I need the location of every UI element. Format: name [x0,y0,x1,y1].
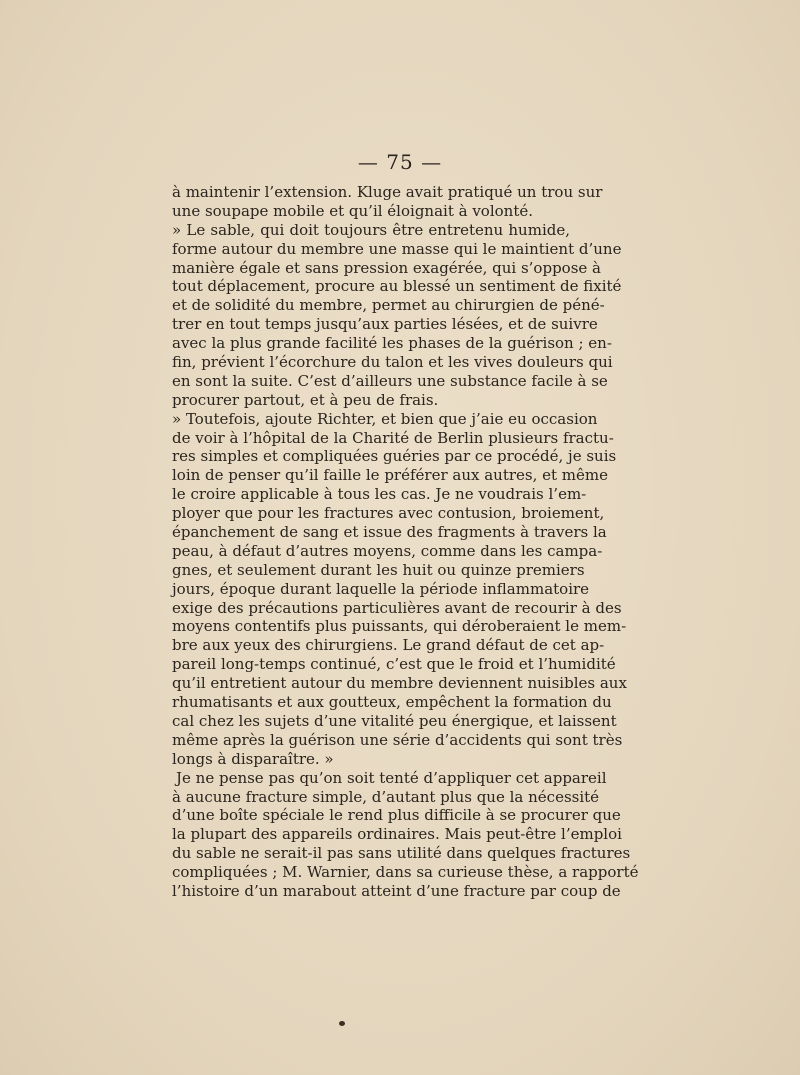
text-line: et de solidité du membre, permet au chirurgien de péné- [172,296,605,315]
text-line: le croire applicable à tous les cas. Je ne voudrais l’em- [172,485,587,504]
text-line: exige des précautions particulières avant de recourir à des [172,598,622,617]
text-line: d’une boîte spéciale le rend plus difficile à se procurer que [172,806,621,825]
text-line: Je ne pense pas qu’on soit tenté d’appliquer cet appareil [176,768,607,787]
text-line: compliquées ; M. Warnier, dans sa curieuse thèse, a rapporté [172,863,639,882]
text-line: gnes, et seulement durant les huit ou quinze premiers [172,560,585,579]
text-line: la plupart des appareils ordinaires. Mais peut-être l’emploi [172,825,622,844]
text-line: » Le sable, qui doit toujours être entretenu humide, [172,220,570,239]
body-text [172,183,639,901]
text-line: loin de penser qu’il faille le préférer aux autres, et même [172,466,609,485]
text-line: rhumatisants et aux goutteux, empêchent la formation du [172,693,612,712]
text-line: avec la plus grande facilité les phases de la guérison ; en- [172,334,612,353]
text-line: une soupape mobile et qu’il éloignait à volonté. [172,201,533,220]
text-line: procurer partout, et à peu de frais. [172,390,439,409]
text-line: bre aux yeux des chirurgiens. Le grand défaut de cet ap- [172,636,605,655]
text-line: trer en tout temps jusqu’aux parties lésées, et de suivre [172,315,598,334]
text-line: longs à disparaître. » [172,749,334,768]
text-line: ployer que pour les fractures avec contusion, broiement, [172,504,605,523]
page-number: — 75 — [357,150,443,174]
text-line: en sont la suite. C’est d’ailleurs une substance facile à se [172,371,608,390]
text-line: à maintenir l’extension. Kluge avait pratiqué un trou sur [172,183,603,201]
text-line: res simples et compliquées guéries par ce procédé, je suis [172,447,617,466]
text-line: à aucune fracture simple, d’autant plus que la nécessité [172,787,600,806]
text-line: tout déplacement, procure au blessé un sentiment de fixité [172,277,622,296]
text-line: » Toutefois, ajoute Richter, et bien que j’aie eu occasion [172,409,598,428]
text-line: du sable ne serait-il pas sans utilité dans quelques fractures [172,844,631,863]
text-line: cal chez les sujets d’une vitalité peu énergique, et laissent [172,711,617,730]
ink-speck [339,1021,345,1026]
text-line: peau, à défaut d’autres moyens, comme dans les campa- [172,541,603,560]
text-line: jours, époque durant laquelle la période inflammatoire [172,579,590,598]
text-line: qu’il entretient autour du membre deviennent nuisibles aux [172,674,627,693]
text-line: de voir à l’hôpital de la Charité de Berlin plusieurs fractu- [172,428,614,447]
text-line: manière égale et sans pression exagérée, qui s’oppose à [172,258,601,277]
text-line: fin, prévient l’écorchure du talon et les vives douleurs qui [172,353,613,372]
text-line: même après la guérison une série d’accidents qui sont très [172,730,623,749]
text-line: moyens contentifs plus puissants, qui déroberaient le mem- [172,617,627,636]
text-line: forme autour du membre une masse qui le maintient d’une [172,239,622,258]
text-line: épanchement de sang et issue des fragments à travers la [172,523,607,542]
text-line: pareil long-temps continué, c’est que le froid et l’humidité [172,655,616,674]
text-line: l’histoire d’un marabout atteint d’une fracture par coup de [172,881,621,900]
